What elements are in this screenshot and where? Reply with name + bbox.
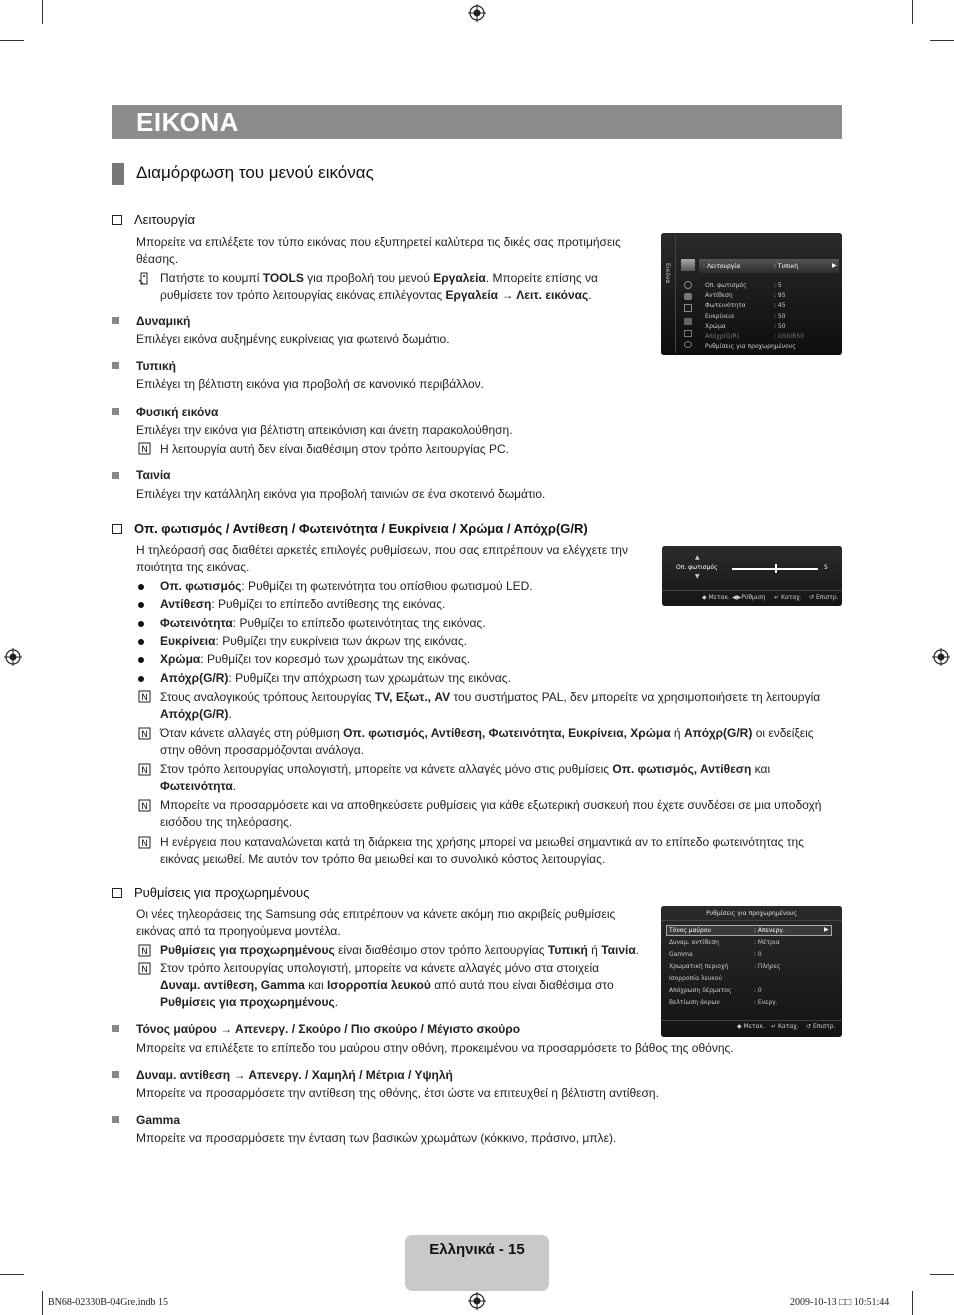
checkbox-bullet-icon (112, 215, 122, 225)
crop-mark (42, 1291, 43, 1315)
text-run: για προβολή του μενού (303, 271, 434, 285)
page-title-bar (112, 105, 842, 139)
text-run: είναι διαθέσιμο στον τρόπο λειτουργίας (334, 943, 548, 957)
text-run: και (751, 762, 771, 776)
text-run: . (635, 943, 640, 957)
crop-mark (930, 40, 954, 41)
tv-advanced-row: Ρυθμίσεις για προχωρημένους (705, 343, 796, 350)
text-bold: Ρυθμίσεις για προχωρημένους (160, 995, 335, 1009)
tv-down-arrow-icon: ▼ (695, 573, 700, 580)
text-bold: Απόχρ(G/R) (160, 670, 229, 685)
bullet-dot-icon (138, 676, 144, 682)
svg-text:N: N (141, 693, 148, 703)
text-bold: Ευκρίνεια (160, 633, 216, 648)
note-text (160, 689, 840, 723)
tools-remote-icon (138, 272, 151, 285)
text-run: : Ρυθμίζει το επίπεδο φωτεινότητας της εικόνας. (232, 615, 486, 630)
advanced-item-name: Τόνος μαύρου → Απενεργ. / Σκούρο / Πιο σκούρο / Μέγιστο σκούρο (136, 1022, 521, 1036)
text-run: : Ρυθμίζει την απόχρωση των χρωμάτων της εικόνας. (228, 670, 511, 685)
return-icon: ↺ (806, 1023, 812, 1030)
crop-mark (42, 0, 43, 24)
tv-row-value: : Απενεργ. (754, 927, 785, 934)
tv-back-hint (806, 1023, 836, 1030)
text-bold: Εργαλεία → Λειτ. εικόνας (445, 288, 589, 302)
tv-row-value: : 45 (774, 302, 786, 309)
svg-text:N: N (141, 839, 148, 849)
tools-tip (160, 270, 620, 304)
advanced-item-desc: Μπορείτε να επιλέξετε το επίπεδο του μαύρου στην οθόνη, προκειμένου να προσαρμόσετε το βάθος της οθόνης. (136, 1041, 734, 1055)
svg-text:N: N (141, 947, 148, 957)
tv-row-value: : 5 (774, 282, 782, 289)
registration-mark-icon (468, 4, 486, 22)
registration-mark-icon (4, 648, 22, 666)
bullet-item (160, 670, 720, 687)
bullet-dot-icon (138, 657, 144, 663)
text-run: : Ρυθμίζει τον κορεσμό των χρωμάτων της εικόνας. (200, 652, 471, 667)
text-bold: Φωτεινότητα (160, 615, 233, 630)
text-bold: TOOLS (262, 271, 304, 285)
tv-row-value: : 50 (774, 313, 786, 320)
file-name: BN68-02330B-04Gre.indb 15 (48, 1297, 168, 1308)
note-icon (138, 944, 151, 957)
text-bold: Οπ. φωτισμός (160, 579, 242, 593)
tv-row-label: Αντίθεση (705, 292, 733, 299)
text-bold: Απόχρ(G/R) (683, 726, 753, 740)
page-number-tab (405, 1235, 549, 1291)
tv-hint-text: Μετακ. (708, 594, 730, 601)
note-text (160, 761, 840, 795)
text-run: : Ρυθμίζει τη φωτεινότητα του οπίσθιου φωτισμού LED. (241, 579, 533, 593)
tv-row-label: Απόχρ(G/R) (705, 333, 740, 340)
checkbox-bullet-icon (112, 888, 122, 898)
tv-nav-hint (702, 594, 730, 601)
text-bold: Οπ. φωτισμός, Αντίθεση (612, 762, 752, 776)
section-title: Διαμόρφωση του μενού εικόνας (136, 163, 374, 182)
svg-text:N: N (141, 802, 148, 812)
bullet-item (160, 615, 720, 632)
bullet-item (160, 578, 720, 595)
bullet-dot-icon (138, 639, 144, 645)
note-icon (138, 836, 151, 849)
text-run: . Μπορείτε επίσης να ρυθμίσετε τον τρόπο λειτουργίας εικόνας επιλέγοντας (160, 271, 598, 302)
nav-icon: ◆ (737, 1023, 742, 1030)
tv-hint-text: Επιστρ. (815, 594, 839, 601)
tv-hint-text: Καταχ. (777, 1023, 799, 1030)
tv-enter-hint (771, 1023, 799, 1030)
text-bold: Χρώμα (160, 652, 201, 667)
note-text: Η ενέργεια που καταναλώνεται κατά τη διάρκεια της χρήσης μπορεί να μειωθεί σημαντικά αν το επίπεδο φωτεινότητας της εικόνας μειωθεί. Με αυτόν τον τρόπο θα μειωθεί και το συνολικό κόστος λειτουργίας. (160, 835, 804, 866)
square-bullet-icon (112, 472, 119, 479)
tv-row-value: : Τυπική (774, 263, 799, 270)
advanced-item-name: Gamma (136, 1113, 181, 1127)
text-run: . (228, 707, 232, 721)
subheading-advanced (112, 885, 309, 900)
tv-picture-menu (661, 233, 842, 355)
text-run: : Ρυθμίζει το επίπεδο αντίθεσης της εικόνας. (211, 597, 446, 612)
crop-mark (930, 1274, 954, 1275)
subheading-backlight (112, 521, 588, 536)
tv-row-value: : 0 (754, 951, 762, 958)
tv-row-label: Gamma (669, 951, 693, 958)
tv-slider-label: Οπ. φωτισμός (676, 564, 718, 571)
tv-row-label: Δυναμ. αντίθεση (669, 939, 719, 946)
square-bullet-icon (112, 362, 119, 369)
crop-mark (912, 1291, 913, 1315)
tv-hint-text: Μετακ. (743, 1023, 765, 1030)
text-run: Στους αναλογικούς τρόπους λειτουργίας (160, 690, 375, 704)
tv-row-label: Χρώμα (705, 323, 726, 330)
registration-mark-icon (932, 648, 950, 666)
text-bold: Δυναμ. αντίθεση, Gamma (160, 978, 305, 992)
text-run: και (304, 978, 327, 992)
sound-category-icon (684, 281, 692, 289)
tv-row-label: Ισορροπία λευκού (669, 975, 722, 982)
enter-icon: ↵ (771, 1023, 777, 1030)
tv-hint-text: Καταχ. (780, 594, 802, 601)
svg-text:N: N (141, 445, 148, 455)
square-bullet-icon (112, 1071, 119, 1078)
text-run: . (588, 288, 592, 302)
crop-mark (0, 40, 24, 41)
bullet-dot-icon (138, 621, 144, 627)
tv-row-label: Βελτίωση άκρων (669, 999, 720, 1006)
text-run: Πατήστε το κουμπί (160, 271, 263, 285)
tv-menu-title: Ρυθμίσεις για προχωρημένους (706, 910, 797, 917)
nav-icon: ◆ (702, 594, 707, 601)
text-bold: Απόχρ(G/R) (160, 707, 229, 721)
tv-adjust-hint (732, 594, 765, 601)
tv-row-value: : Πλήρες (754, 963, 781, 970)
text-bold: Ρυθμίσεις για προχωρημένους (160, 943, 335, 957)
tv-row-label: Χρωματική περιοχή (669, 963, 729, 970)
note-text: Η λειτουργία αυτή δεν είναι διαθέσιμη στον τρόπο λειτουργίας PC. (160, 442, 509, 456)
adjust-icon: ◀▶ (732, 594, 742, 601)
bullet-item (160, 651, 720, 668)
tv-divider (662, 590, 842, 591)
text-run: ή (670, 726, 684, 740)
mode-item-name: Δυναμική (136, 314, 191, 328)
tv-row-label: · Λειτουργία (703, 263, 741, 270)
tv-arrow-right-icon: ▶ (832, 262, 837, 269)
tv-nav-hint (737, 1023, 765, 1030)
tv-advanced-menu (661, 906, 842, 1037)
text-bold: Φωτεινότητα (160, 779, 233, 793)
mode-item-desc: Επιλέγει τη βέλτιστη εικόνα για προβολή σε κανονικό περιβάλλον. (136, 377, 484, 391)
setup-category-icon (684, 304, 692, 312)
tv-up-arrow-icon: ▲ (695, 554, 700, 561)
return-icon: ↺ (809, 594, 815, 601)
picture-category-icon (681, 259, 695, 271)
text-run: Όταν κάνετε αλλαγές στη ρύθμιση (160, 726, 344, 740)
tv-row-value: : 0 (754, 987, 762, 994)
bullet-dot-icon (138, 602, 144, 608)
application-category-icon (684, 330, 692, 337)
bullet-item (160, 633, 720, 650)
tv-side-label: Εικόνα (664, 263, 671, 284)
tv-row-value: : Μέτρια (754, 939, 780, 946)
note-icon (138, 442, 151, 455)
tv-row-label: Οπ. φωτισμός (705, 282, 747, 289)
svg-text:N: N (141, 965, 148, 975)
advanced-item-desc: Μπορείτε να προσαρμόσετε την ένταση των βασικών χρωμάτων (κόκκινο, πράσινο, μπλε). (136, 1131, 617, 1145)
text-bold: Τυπική (547, 943, 588, 957)
mode-item-desc: Επιλέγει εικόνα αυξημένης ευκρίνειας για φωτεινό δωμάτιο. (136, 332, 450, 346)
tv-row-label: Απόχρωση δέρματος (669, 987, 732, 994)
note-icon (138, 799, 151, 812)
tv-arrow-right-icon: ▶ (824, 926, 829, 933)
checkbox-bullet-icon (112, 524, 122, 534)
mode-item-name: Φυσική εικόνα (136, 405, 219, 419)
backlight-intro: Η τηλεόρασή σας διαθέτει αρκετές επιλογές ρυθμίσεων, που σας επιτρέπουν να ελέγχετε την ποιότητα της εικόνας. (136, 543, 628, 574)
tv-row-value: : 95 (774, 292, 786, 299)
bullet-item (160, 596, 720, 613)
text-run: : Ρυθμίζει την ευκρίνεια των άκρων της εικόνας. (215, 633, 467, 648)
note-text (160, 942, 650, 959)
tv-slider-knob (775, 564, 777, 573)
crop-mark (0, 1274, 24, 1275)
mode-item-name: Τυπική (136, 359, 176, 373)
note-icon (138, 962, 151, 975)
text-bold: Ισορροπία λευκού (326, 978, 431, 992)
square-bullet-icon (112, 317, 119, 324)
section-marker (112, 163, 124, 185)
mode-item-name: Ταινία (136, 468, 171, 482)
print-date: 2009-10-13 □□ 10:51:44 (790, 1297, 890, 1308)
tv-slider-screen (662, 546, 842, 606)
tv-row-label: Τόνος μαύρου (669, 927, 711, 934)
tv-row-value: : Ενεργ. (754, 999, 778, 1006)
input-category-icon (684, 318, 692, 325)
text-run: Στον τρόπο λειτουργίας υπολογιστή, μπορείτε να κάνετε αλλαγές μόνο στις ρυθμίσεις (160, 762, 613, 776)
subheading-mode (112, 212, 195, 227)
note-icon (138, 690, 151, 703)
crop-mark (912, 0, 913, 24)
tv-hint-text: Επιστρ. (812, 1023, 836, 1030)
subheading-text: Λειτουργία (134, 212, 195, 227)
text-run: από αυτά που είναι διαθέσιμα στο (430, 978, 614, 992)
tv-divider (661, 1020, 842, 1021)
note-icon (138, 763, 151, 776)
advanced-item-name: Δυναμ. αντίθεση → Απενεργ. / Χαμηλή / Μέτρια / Υψηλή (136, 1068, 453, 1082)
mode-intro: Μπορείτε να επιλέξετε τον τύπο εικόνας που εξυπηρετεί καλύτερα τις δικές σας προτιμήσεις θέασης. (136, 235, 621, 266)
square-bullet-icon (112, 1025, 119, 1032)
subheading-text: Ρυθμίσεις για προχωρημένους (134, 885, 310, 900)
page-number: Ελληνικά - 15 (429, 1241, 525, 1258)
enter-icon: ↵ (774, 594, 780, 601)
tv-row-value: : 50 (774, 323, 786, 330)
note-text (160, 725, 840, 759)
subheading-text: Οπ. φωτισμός / Αντίθεση / Φωτεινότητα / Ευκρίνεια / Χρώμα / Απόχρ(G/R) (134, 521, 588, 536)
text-bold: Οπ. φωτισμός, Αντίθεση, Φωτεινότητα, Ευκρίνεια, Χρώμα (343, 726, 671, 740)
tv-divider (661, 920, 842, 921)
text-bold: Εργαλεία (433, 271, 486, 285)
page-title: ΕΙΚΟΝΑ (136, 107, 239, 137)
tv-row-value: : G50/R50 (774, 333, 805, 340)
tv-hint-text: Ρύθμιση (741, 594, 766, 601)
square-bullet-icon (112, 408, 119, 415)
registration-mark-icon (468, 1292, 486, 1310)
note-text: Μπορείτε να προσαρμόσετε και να αποθηκεύσετε ρυθμίσεις για κάθε εξωτερική συσκευή που έχετε συνδέσει σε μια υποδοχή εισόδου της τηλεόρασης. (160, 798, 822, 829)
tv-divider (675, 235, 676, 353)
tv-row-text: Λειτουργία (706, 263, 741, 270)
text-run: Στον τρόπο λειτουργίας υπολογιστή, μπορείτε να κάνετε αλλαγές μόνο στα στοιχεία (160, 961, 600, 975)
bullet-dot-icon (138, 584, 144, 590)
text-run: οι ενδείξεις στην οθόνη προσαρμόζονται ανάλογα. (160, 726, 814, 757)
advanced-item-desc: Μπορείτε να προσαρμόσετε την αντίθεση της οθόνης, έτσι ώστε να επιτευχθεί η βέλτιστη αντίθεση. (136, 1086, 659, 1100)
tv-row-label: Φωτεινότητα (705, 302, 746, 309)
svg-text:N: N (141, 766, 148, 776)
tv-slider-value: 5 (824, 564, 828, 571)
svg-text:N: N (141, 730, 148, 740)
support-category-icon (684, 341, 692, 348)
text-run: . (232, 779, 237, 793)
text-bold: Ταινία (601, 943, 636, 957)
square-bullet-icon (112, 1116, 119, 1123)
text-bold: TV, Εξωτ., AV (374, 690, 451, 704)
mode-item-desc: Επιλέγει την κατάλληλη εικόνα για προβολή ταινιών σε ένα σκοτεινό δωμάτιο. (136, 487, 546, 501)
text-bold: Αντίθεση (160, 597, 212, 612)
mode-item-desc: Επιλέγει την εικόνα για βέλτιστη απεικόνιση και άνετη παρακολούθηση. (136, 423, 513, 437)
text-run: του συστήματος PAL, δεν μπορείτε να χρησιμοποιήσετε τη λειτουργία (450, 690, 821, 704)
tv-row-label: Ευκρίνεια (705, 313, 735, 320)
text-run: ή (587, 943, 602, 957)
advanced-intro: Οι νέες τηλεοράσεις της Samsung σάς επιτρέπουν να κάνετε ακόμη πιο ακριβείς ρυθμίσεις εικόνας από τα προηγούμενα μοντέλα. (136, 907, 616, 938)
tv-enter-hint (774, 594, 802, 601)
note-icon (138, 727, 151, 740)
channel-category-icon (684, 293, 692, 300)
note-text (160, 960, 630, 1011)
text-run: . (334, 995, 339, 1009)
tv-back-hint (809, 594, 839, 601)
